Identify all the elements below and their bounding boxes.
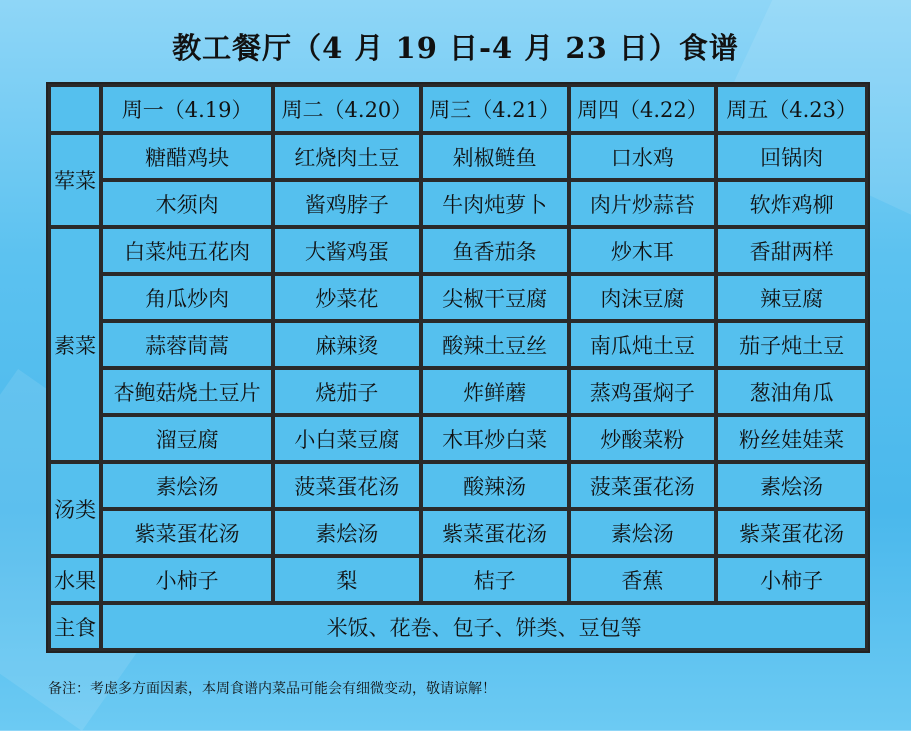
dish-cell: 角瓜炒肉 bbox=[102, 275, 272, 320]
dish-cell: 辣豆腐 bbox=[717, 275, 866, 320]
table-row bbox=[50, 275, 866, 320]
dish-cell: 小柿子 bbox=[102, 557, 272, 602]
day-header: 周二（4.20） bbox=[274, 86, 420, 132]
table-row bbox=[50, 557, 866, 602]
dish-cell: 酸辣汤 bbox=[422, 463, 568, 508]
day-header: 周三（4.21） bbox=[422, 86, 568, 132]
corner-cell bbox=[50, 86, 100, 132]
dish-cell: 菠菜蛋花汤 bbox=[274, 463, 420, 508]
dish-cell: 茄子炖土豆 bbox=[717, 322, 866, 367]
page-title: 教工餐厅（4 月 19 日-4 月 23 日）食谱 bbox=[172, 31, 739, 65]
dish-cell: 鱼香茄条 bbox=[422, 228, 568, 273]
dish-cell: 素烩汤 bbox=[102, 463, 272, 508]
dish-cell: 南瓜炖土豆 bbox=[570, 322, 716, 367]
category-label: 素菜 bbox=[50, 228, 100, 461]
dish-cell: 红烧肉土豆 bbox=[274, 134, 420, 179]
dish-cell: 菠菜蛋花汤 bbox=[570, 463, 716, 508]
dish-cell: 紫菜蛋花汤 bbox=[102, 510, 272, 555]
table-row bbox=[50, 463, 866, 508]
dish-cell: 木须肉 bbox=[102, 181, 272, 226]
category-label: 水果 bbox=[50, 557, 100, 602]
dish-cell: 小柿子 bbox=[717, 557, 866, 602]
dish-cell: 紫菜蛋花汤 bbox=[422, 510, 568, 555]
dish-cell: 糖醋鸡块 bbox=[102, 134, 272, 179]
dish-cell: 梨 bbox=[274, 557, 420, 602]
dish-cell: 麻辣烫 bbox=[274, 322, 420, 367]
dish-cell: 口水鸡 bbox=[570, 134, 716, 179]
table-row bbox=[50, 134, 866, 179]
category-label: 汤类 bbox=[50, 463, 100, 555]
dish-cell: 酸辣土豆丝 bbox=[422, 322, 568, 367]
dish-cell: 小白菜豆腐 bbox=[274, 416, 420, 461]
dish-cell: 木耳炒白菜 bbox=[422, 416, 568, 461]
dish-cell: 牛肉炖萝卜 bbox=[422, 181, 568, 226]
dish-cell: 葱油角瓜 bbox=[717, 369, 866, 414]
dish-cell: 香甜两样 bbox=[717, 228, 866, 273]
staple-cell: 米饭、花卷、包子、饼类、豆包等 bbox=[102, 604, 866, 649]
table-row bbox=[50, 181, 866, 226]
footnote: 备注：考虑多方面因素，本周食谱内菜品可能会有细微变动，敬请谅解！ bbox=[48, 681, 496, 697]
dish-cell: 大酱鸡蛋 bbox=[274, 228, 420, 273]
table-row bbox=[50, 228, 866, 273]
day-header: 周一（4.19） bbox=[102, 86, 272, 132]
table-row bbox=[50, 510, 866, 555]
dish-cell: 肉沫豆腐 bbox=[570, 275, 716, 320]
table-row bbox=[50, 416, 866, 461]
table-row bbox=[50, 369, 866, 414]
dish-cell: 香蕉 bbox=[570, 557, 716, 602]
dish-cell: 肉片炒蒜苔 bbox=[570, 181, 716, 226]
dish-cell: 烧茄子 bbox=[274, 369, 420, 414]
dish-cell: 粉丝娃娃菜 bbox=[717, 416, 866, 461]
dish-cell: 炸鲜蘑 bbox=[422, 369, 568, 414]
dish-cell: 杏鲍菇烧土豆片 bbox=[102, 369, 272, 414]
day-header: 周四（4.22） bbox=[570, 86, 716, 132]
dish-cell: 蒸鸡蛋焖子 bbox=[570, 369, 716, 414]
dish-cell: 蒜蓉茼蒿 bbox=[102, 322, 272, 367]
table-row bbox=[50, 322, 866, 367]
dish-cell: 素烩汤 bbox=[274, 510, 420, 555]
dish-cell: 白菜炖五花肉 bbox=[102, 228, 272, 273]
dish-cell: 桔子 bbox=[422, 557, 568, 602]
dish-cell: 尖椒干豆腐 bbox=[422, 275, 568, 320]
dish-cell: 炒酸菜粉 bbox=[570, 416, 716, 461]
menu-table bbox=[46, 82, 870, 653]
header-row bbox=[50, 86, 866, 132]
dish-cell: 酱鸡脖子 bbox=[274, 181, 420, 226]
dish-cell: 紫菜蛋花汤 bbox=[717, 510, 866, 555]
dish-cell: 炒菜花 bbox=[274, 275, 420, 320]
dish-cell: 溜豆腐 bbox=[102, 416, 272, 461]
category-label: 荤菜 bbox=[50, 134, 100, 226]
dish-cell: 素烩汤 bbox=[717, 463, 866, 508]
dish-cell: 素烩汤 bbox=[570, 510, 716, 555]
dish-cell: 回锅肉 bbox=[717, 134, 866, 179]
day-header: 周五（4.23） bbox=[717, 86, 866, 132]
dish-cell: 剁椒鲢鱼 bbox=[422, 134, 568, 179]
table-row bbox=[50, 604, 866, 649]
dish-cell: 软炸鸡柳 bbox=[717, 181, 866, 226]
dish-cell: 炒木耳 bbox=[570, 228, 716, 273]
category-label: 主食 bbox=[50, 604, 100, 649]
